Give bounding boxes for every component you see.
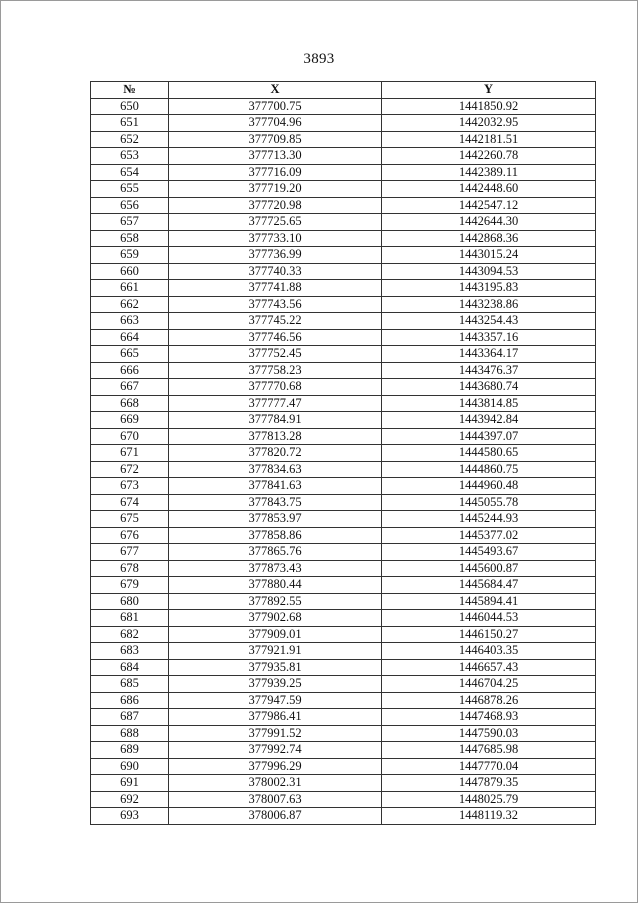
page-number: 3893 [303, 51, 335, 67]
table-row [91, 775, 596, 792]
header-x: X [169, 82, 382, 99]
y-coordinate-cell: 1442448.60 [382, 181, 596, 198]
x-coordinate-cell: 377986.41 [169, 709, 382, 726]
point-number-cell: 667 [91, 379, 169, 396]
table-row [91, 478, 596, 495]
x-coordinate-cell: 377743.56 [169, 296, 382, 313]
table-row [91, 412, 596, 429]
table-row [91, 197, 596, 214]
point-number-cell: 673 [91, 478, 169, 495]
header-y: Y [382, 82, 596, 99]
y-coordinate-cell: 1443254.43 [382, 313, 596, 330]
point-number-cell: 656 [91, 197, 169, 214]
point-number-cell: 666 [91, 362, 169, 379]
point-number-cell: 692 [91, 791, 169, 808]
point-number-cell: 652 [91, 131, 169, 148]
x-coordinate-cell: 377947.59 [169, 692, 382, 709]
x-coordinate-cell: 377758.23 [169, 362, 382, 379]
table-row [91, 577, 596, 594]
table-row [91, 560, 596, 577]
point-number-cell: 681 [91, 610, 169, 627]
table-row [91, 725, 596, 742]
y-coordinate-cell: 1446044.53 [382, 610, 596, 627]
point-number-cell: 658 [91, 230, 169, 247]
y-coordinate-cell: 1445377.02 [382, 527, 596, 544]
table-row [91, 527, 596, 544]
x-coordinate-cell: 377741.88 [169, 280, 382, 297]
table-row [91, 791, 596, 808]
point-number-cell: 693 [91, 808, 169, 825]
table-row [91, 131, 596, 148]
point-number-cell: 651 [91, 115, 169, 132]
table-row [91, 692, 596, 709]
x-coordinate-cell: 377858.86 [169, 527, 382, 544]
table-row [91, 98, 596, 115]
point-number-cell: 680 [91, 593, 169, 610]
x-coordinate-cell: 377813.28 [169, 428, 382, 445]
table-row [91, 511, 596, 528]
y-coordinate-cell: 1442547.12 [382, 197, 596, 214]
point-number-cell: 672 [91, 461, 169, 478]
y-coordinate-cell: 1443357.16 [382, 329, 596, 346]
point-number-cell: 663 [91, 313, 169, 330]
y-coordinate-cell: 1443094.53 [382, 263, 596, 280]
y-coordinate-cell: 1448119.32 [382, 808, 596, 825]
x-coordinate-cell: 377720.98 [169, 197, 382, 214]
point-number-cell: 662 [91, 296, 169, 313]
table-row [91, 148, 596, 165]
point-number-cell: 670 [91, 428, 169, 445]
y-coordinate-cell: 1446657.43 [382, 659, 596, 676]
y-coordinate-cell: 1443015.24 [382, 247, 596, 264]
point-number-cell: 676 [91, 527, 169, 544]
x-coordinate-cell: 377704.96 [169, 115, 382, 132]
y-coordinate-cell: 1443476.37 [382, 362, 596, 379]
table-row [91, 709, 596, 726]
table-row [91, 115, 596, 132]
y-coordinate-cell: 1447590.03 [382, 725, 596, 742]
point-number-cell: 690 [91, 758, 169, 775]
y-coordinate-cell: 1445894.41 [382, 593, 596, 610]
x-coordinate-cell: 377843.75 [169, 494, 382, 511]
y-coordinate-cell: 1445244.93 [382, 511, 596, 528]
y-coordinate-cell: 1443195.83 [382, 280, 596, 297]
y-coordinate-cell: 1445055.78 [382, 494, 596, 511]
x-coordinate-cell: 377909.01 [169, 626, 382, 643]
table-row [91, 676, 596, 693]
y-coordinate-cell: 1443680.74 [382, 379, 596, 396]
point-number-cell: 674 [91, 494, 169, 511]
y-coordinate-cell: 1442389.11 [382, 164, 596, 181]
x-coordinate-cell: 377834.63 [169, 461, 382, 478]
x-coordinate-cell: 377902.68 [169, 610, 382, 627]
x-coordinate-cell: 377746.56 [169, 329, 382, 346]
point-number-cell: 659 [91, 247, 169, 264]
table-row [91, 808, 596, 825]
x-coordinate-cell: 377996.29 [169, 758, 382, 775]
table-row [91, 643, 596, 660]
y-coordinate-cell: 1446704.25 [382, 676, 596, 693]
table-row [91, 742, 596, 759]
x-coordinate-cell: 377892.55 [169, 593, 382, 610]
table-row [91, 544, 596, 561]
table-row [91, 346, 596, 363]
point-number-cell: 664 [91, 329, 169, 346]
table-header [91, 82, 596, 99]
table-row [91, 461, 596, 478]
point-number-cell: 677 [91, 544, 169, 561]
y-coordinate-cell: 1441850.92 [382, 98, 596, 115]
y-coordinate-cell: 1447468.93 [382, 709, 596, 726]
table-row [91, 445, 596, 462]
x-coordinate-cell: 377939.25 [169, 676, 382, 693]
point-number-cell: 691 [91, 775, 169, 792]
x-coordinate-cell: 377873.43 [169, 560, 382, 577]
coordinates-table [90, 81, 596, 825]
x-coordinate-cell: 377853.97 [169, 511, 382, 528]
point-number-cell: 684 [91, 659, 169, 676]
x-coordinate-cell: 377770.68 [169, 379, 382, 396]
header-number: № [91, 82, 169, 99]
table-row [91, 263, 596, 280]
y-coordinate-cell: 1446878.26 [382, 692, 596, 709]
x-coordinate-cell: 377992.74 [169, 742, 382, 759]
x-coordinate-cell: 378006.87 [169, 808, 382, 825]
table-row [91, 329, 596, 346]
table-row [91, 610, 596, 627]
table-body [91, 98, 596, 824]
table-row [91, 296, 596, 313]
y-coordinate-cell: 1442032.95 [382, 115, 596, 132]
x-coordinate-cell: 377880.44 [169, 577, 382, 594]
x-coordinate-cell: 377700.75 [169, 98, 382, 115]
point-number-cell: 688 [91, 725, 169, 742]
point-number-cell: 675 [91, 511, 169, 528]
table-row [91, 247, 596, 264]
x-coordinate-cell: 377752.45 [169, 346, 382, 363]
x-coordinate-cell: 377745.22 [169, 313, 382, 330]
table-row [91, 313, 596, 330]
table-row [91, 758, 596, 775]
point-number-cell: 669 [91, 412, 169, 429]
x-coordinate-cell: 377820.72 [169, 445, 382, 462]
y-coordinate-cell: 1443364.17 [382, 346, 596, 363]
table-row [91, 214, 596, 231]
point-number-cell: 650 [91, 98, 169, 115]
y-coordinate-cell: 1447770.04 [382, 758, 596, 775]
x-coordinate-cell: 378002.31 [169, 775, 382, 792]
point-number-cell: 686 [91, 692, 169, 709]
x-coordinate-cell: 377740.33 [169, 263, 382, 280]
point-number-cell: 689 [91, 742, 169, 759]
y-coordinate-cell: 1444860.75 [382, 461, 596, 478]
point-number-cell: 654 [91, 164, 169, 181]
header-row [91, 82, 596, 99]
table-row [91, 659, 596, 676]
x-coordinate-cell: 377709.85 [169, 131, 382, 148]
point-number-cell: 668 [91, 395, 169, 412]
y-coordinate-cell: 1445600.87 [382, 560, 596, 577]
x-coordinate-cell: 377991.52 [169, 725, 382, 742]
x-coordinate-cell: 377777.47 [169, 395, 382, 412]
point-number-cell: 679 [91, 577, 169, 594]
point-number-cell: 687 [91, 709, 169, 726]
table-row [91, 395, 596, 412]
table-row [91, 181, 596, 198]
x-coordinate-cell: 377736.99 [169, 247, 382, 264]
x-coordinate-cell: 377716.09 [169, 164, 382, 181]
y-coordinate-cell: 1444960.48 [382, 478, 596, 495]
y-coordinate-cell: 1443238.86 [382, 296, 596, 313]
table-row [91, 379, 596, 396]
y-coordinate-cell: 1444580.65 [382, 445, 596, 462]
table-row [91, 494, 596, 511]
y-coordinate-cell: 1446403.35 [382, 643, 596, 660]
point-number-cell: 678 [91, 560, 169, 577]
point-number-cell: 655 [91, 181, 169, 198]
point-number-cell: 682 [91, 626, 169, 643]
x-coordinate-cell: 377921.91 [169, 643, 382, 660]
point-number-cell: 657 [91, 214, 169, 231]
x-coordinate-cell: 378007.63 [169, 791, 382, 808]
x-coordinate-cell: 377719.20 [169, 181, 382, 198]
table-row [91, 362, 596, 379]
point-number-cell: 660 [91, 263, 169, 280]
x-coordinate-cell: 377733.10 [169, 230, 382, 247]
table-row [91, 428, 596, 445]
x-coordinate-cell: 377865.76 [169, 544, 382, 561]
y-coordinate-cell: 1442181.51 [382, 131, 596, 148]
point-number-cell: 671 [91, 445, 169, 462]
x-coordinate-cell: 377713.30 [169, 148, 382, 165]
y-coordinate-cell: 1445493.67 [382, 544, 596, 561]
point-number-cell: 661 [91, 280, 169, 297]
y-coordinate-cell: 1445684.47 [382, 577, 596, 594]
table-row [91, 626, 596, 643]
y-coordinate-cell: 1447879.35 [382, 775, 596, 792]
x-coordinate-cell: 377725.65 [169, 214, 382, 231]
table-row [91, 593, 596, 610]
table-row [91, 280, 596, 297]
point-number-cell: 683 [91, 643, 169, 660]
table-row [91, 164, 596, 181]
point-number-cell: 685 [91, 676, 169, 693]
y-coordinate-cell: 1442260.78 [382, 148, 596, 165]
y-coordinate-cell: 1442644.30 [382, 214, 596, 231]
y-coordinate-cell: 1444397.07 [382, 428, 596, 445]
x-coordinate-cell: 377935.81 [169, 659, 382, 676]
y-coordinate-cell: 1443814.85 [382, 395, 596, 412]
x-coordinate-cell: 377841.63 [169, 478, 382, 495]
y-coordinate-cell: 1442868.36 [382, 230, 596, 247]
y-coordinate-cell: 1446150.27 [382, 626, 596, 643]
point-number-cell: 665 [91, 346, 169, 363]
y-coordinate-cell: 1447685.98 [382, 742, 596, 759]
y-coordinate-cell: 1443942.84 [382, 412, 596, 429]
point-number-cell: 653 [91, 148, 169, 165]
y-coordinate-cell: 1448025.79 [382, 791, 596, 808]
table-row [91, 230, 596, 247]
x-coordinate-cell: 377784.91 [169, 412, 382, 429]
